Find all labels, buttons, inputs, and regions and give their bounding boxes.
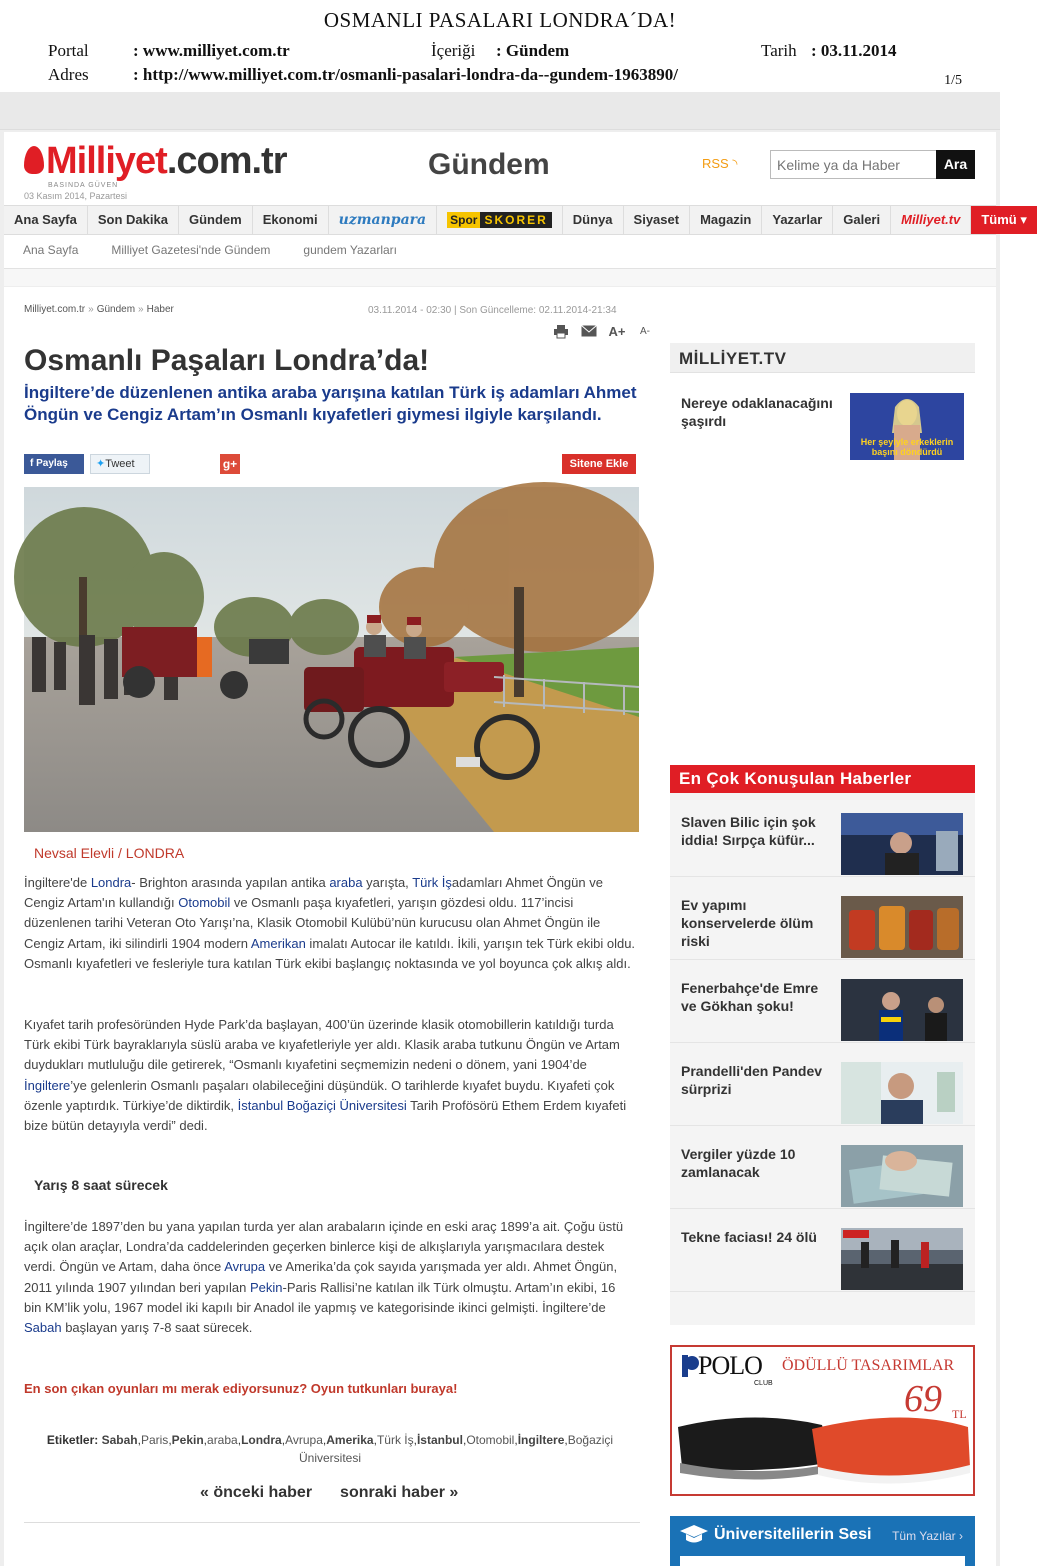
print-icon[interactable] bbox=[552, 325, 570, 339]
nav-magazin[interactable]: Magazin bbox=[690, 206, 762, 234]
inline-keyword-link[interactable]: Sabah bbox=[24, 1320, 62, 1336]
tag-separator: , bbox=[281, 1433, 286, 1447]
nav-tumu-dropdown[interactable] bbox=[971, 206, 1037, 234]
twitter-icon: ✦ bbox=[96, 458, 106, 470]
tv-item-thumbnail[interactable] bbox=[850, 393, 964, 460]
divider bbox=[24, 1522, 640, 1523]
clipping-title: OSMANLI PASALARI LONDRA´DA! bbox=[323, 8, 677, 32]
nav-dunya[interactable]: Dünya bbox=[563, 206, 624, 234]
header-divider-strip bbox=[4, 268, 996, 286]
clipping-row-portal bbox=[48, 41, 897, 61]
popular-news-title: En Çok Konuşulan Haberler bbox=[670, 765, 975, 793]
universiteliler-content bbox=[680, 1556, 965, 1568]
clipping-row-address bbox=[48, 65, 678, 85]
article-subheading: Yarış 8 saat sürecek bbox=[34, 1177, 168, 1193]
nav-uzmanpara[interactable]: uzmanpara bbox=[329, 206, 438, 234]
article-timestamp: 03.11.2014 - 02:30 | Son Güncelleme: 02.11.2014-21:34 bbox=[368, 305, 617, 316]
google-plus-button[interactable]: g+ bbox=[220, 454, 240, 474]
twitter-share-label: Tweet bbox=[105, 458, 135, 470]
tag-separator: , bbox=[137, 1433, 141, 1447]
article-photo bbox=[24, 487, 639, 832]
tag-link[interactable]: Otomobil bbox=[466, 1433, 515, 1447]
universiteliler-title: Üniversitelilerin Sesi bbox=[714, 1526, 872, 1543]
tv-item-caption: Her şeyiyle erkeklerin başını döndürdü bbox=[860, 437, 954, 457]
tag-separator: , bbox=[322, 1433, 327, 1447]
popular-item-title: Fenerbahçe'de Emre ve Gökhan şoku! bbox=[681, 980, 819, 1014]
tag-separator: , bbox=[514, 1433, 518, 1447]
popular-item-title: Prandelli'den Pandev sürprizi bbox=[681, 1063, 823, 1097]
clipping-header bbox=[0, 0, 1000, 92]
spor-label: Spor bbox=[447, 212, 480, 228]
tag-link[interactable]: Pekin bbox=[171, 1433, 204, 1447]
popular-item-title: Vergiler yüzde 10 zamlanacak bbox=[681, 1146, 796, 1180]
subnav-gazete-gundem[interactable]: Milliyet Gazetesi'nde Gündem bbox=[111, 243, 271, 257]
tag-link[interactable]: Türk İş bbox=[376, 1433, 414, 1447]
milliyet-tv-header bbox=[670, 343, 975, 373]
article-headline: Osmanlı Paşaları Londra’da! bbox=[24, 344, 430, 377]
paragraph-text: - Brighton arasında yapılan antika bbox=[131, 875, 330, 890]
popular-item[interactable] bbox=[670, 793, 975, 877]
tag-link[interactable]: İstanbul bbox=[416, 1433, 463, 1447]
popular-item[interactable] bbox=[670, 1042, 975, 1126]
rss-icon: ◝ bbox=[732, 156, 738, 171]
article-tags bbox=[24, 1431, 636, 1467]
games-promo-link[interactable]: En son çıkan oyunları mı merak ediyorsunuz? Oyun tutkunları buraya! bbox=[24, 1381, 458, 1396]
tag-link[interactable]: Paris bbox=[140, 1433, 169, 1447]
browser-top-strip bbox=[0, 92, 1000, 130]
logo-date: 03 Kasım 2014, Pazartesi bbox=[24, 191, 128, 201]
tumu-label: Tümü bbox=[981, 212, 1017, 227]
paragraph-text: -Paris Rallisi’ne katılan ilk Türk olmuştu. Artam’ın ekibi, 16 bin KM’lik yolu, 1967 model iki kapılı bir Anadol ile yapmış ve kategorisinde ikinci gelmişti. İngiltere’de bbox=[24, 1279, 616, 1315]
breadcrumb-separator: » bbox=[138, 304, 144, 315]
tag-link[interactable]: Londra bbox=[241, 1433, 282, 1447]
sub-nav bbox=[4, 236, 996, 264]
popular-item-title: Ev yapımı konservelerde ölüm riski bbox=[681, 897, 814, 949]
paragraph-text: ve Osmanlı paşa kıyafetleri, yarışın gözdesi oldu. 117’incisi düzenlenen tarihi Veteran Oto Yarışı’na, Klasik Otomobil Kulübü’nün kurucusu olan Ahmet Öngün ile Cengiz Artam, iki silindirli 1904 modern bbox=[24, 895, 601, 951]
breadcrumb-home[interactable]: Milliyet.com.tr bbox=[24, 304, 86, 315]
polo-advertisement[interactable] bbox=[670, 1345, 975, 1496]
date-value: : 03.11.2014 bbox=[811, 41, 897, 60]
ad-headline: ÖDÜLLÜ TASARIMLAR bbox=[782, 1357, 955, 1374]
tag-list bbox=[102, 1433, 613, 1465]
nav-siyaset[interactable]: Siyaset bbox=[624, 206, 691, 234]
next-article-link[interactable]: sonraki haber » bbox=[340, 1484, 459, 1501]
article-spot: İngiltere’de düzenlenen antika araba yarışına katılan Türk iş adamları Ahmet Öngün ve Cengiz Artam’ın Osmanlı kıyafetleri giymesi ilgiyle karşılandı. bbox=[24, 383, 637, 424]
paragraph-text: İngiltere’de 1897’den bu yana yapılan turda yer alan arabaların içinde en eski araç 1899’a ait. Çoğu üstü açık olan araçlar, Londra’da caddelerinden geçerken binlerce kişi de alkışlarıyla yarışmacılara destek verdi. Öngün ve Artam, daha önce bbox=[24, 1219, 624, 1275]
ad-currency: TL bbox=[952, 1407, 967, 1421]
popular-item-thumbnail bbox=[841, 896, 963, 958]
popular-item-thumbnail bbox=[841, 1062, 963, 1124]
tag-separator: , bbox=[203, 1433, 208, 1447]
tag-separator: , bbox=[413, 1433, 417, 1447]
nav-yazarlar[interactable]: Yazarlar bbox=[762, 206, 833, 234]
popular-news-box bbox=[670, 765, 975, 1325]
subnav-gundem-yazarlari[interactable]: gundem Yazarları bbox=[303, 243, 398, 257]
search-button[interactable]: Ara bbox=[936, 150, 975, 179]
tag-separator: , bbox=[168, 1433, 172, 1447]
logo-suffix: .com.tr bbox=[166, 140, 287, 182]
tag-separator: , bbox=[462, 1433, 467, 1447]
inline-keyword-link[interactable]: İngiltere bbox=[24, 1077, 71, 1093]
paragraph-text: ’ye gelenlerin Osmanlı paşaları olabileceğini düşündük. O tarihlerde kıyafet buydu. Kıyafeti çok özenle yaptırdık. Türkiye’de diktirdik, bbox=[24, 1077, 615, 1113]
inline-keyword-link[interactable]: Amerikan bbox=[250, 935, 306, 951]
inline-keyword-link[interactable]: Londra bbox=[90, 875, 132, 890]
portal-label: Portal bbox=[48, 41, 89, 60]
paragraph-text: yarışta, bbox=[362, 875, 413, 890]
article-author: Nevsal Elevli / LONDRA bbox=[34, 845, 185, 861]
tag-separator: , bbox=[564, 1433, 568, 1447]
skorer-label: SKORER bbox=[480, 212, 551, 228]
twitter-share-button[interactable] bbox=[90, 454, 150, 474]
page-number: 1/5 bbox=[944, 73, 962, 88]
tum-yazilar-link[interactable]: Tüm Yazılar › bbox=[892, 1529, 963, 1543]
paragraph-text: Kıyafet tarih profesöründen Hyde Park’da başlayan, 400’ün üzerinde klasik otomobillerin katıldığı turda Türk ekibi Türk bayraklarıyla süslü araba ve kıyafetleriyle yer aldı. Klasik araba tutkunu Öngün ve Artam duydukları mutluluğu dile getirerek, “Osmanlı kıyafetini seçmemizin nedeni o dönem, yani 1904’de bbox=[24, 1017, 620, 1073]
inline-keyword-link[interactable]: Pekin bbox=[249, 1279, 283, 1295]
article-paragraph-3 bbox=[24, 1217, 636, 1338]
universiteliler-box bbox=[670, 1516, 975, 1566]
facebook-share-button[interactable] bbox=[24, 454, 84, 474]
date-label: Tarih bbox=[761, 41, 797, 60]
article-paragraph-1 bbox=[24, 873, 636, 974]
add-to-site-button[interactable]: Sitene Ekle bbox=[562, 454, 636, 474]
popular-item[interactable] bbox=[670, 876, 975, 960]
paragraph-text: başlayan yarış 7-8 saat sürecek. bbox=[61, 1320, 253, 1336]
tag-separator: , bbox=[237, 1433, 242, 1447]
breadcrumb-section[interactable]: Gündem bbox=[96, 304, 136, 315]
tag-link[interactable]: Boğaziçi Üniversitesi bbox=[298, 1433, 614, 1465]
nav-spor-skorer[interactable] bbox=[437, 206, 563, 234]
tag-link[interactable]: araba bbox=[207, 1433, 238, 1447]
inline-keyword-link[interactable]: araba bbox=[329, 875, 363, 890]
nav-son-dakika[interactable]: Son Dakika bbox=[88, 206, 179, 234]
logo-text bbox=[46, 140, 287, 183]
nav-galeri[interactable]: Galeri bbox=[833, 206, 891, 234]
article-pager bbox=[200, 1484, 486, 1502]
popular-item-thumbnail bbox=[841, 1228, 963, 1290]
inline-keyword-link[interactable]: Otomobil bbox=[178, 895, 231, 911]
tag-separator: , bbox=[373, 1433, 377, 1447]
site-header bbox=[4, 132, 1027, 268]
ad-brand: POLO bbox=[698, 1351, 762, 1380]
address-value: : http://www.milliyet.com.tr/osmanli-pasalari-londra-da--gundem-1963890/ bbox=[133, 65, 678, 84]
graduation-cap-icon bbox=[680, 1524, 708, 1544]
tag-link[interactable]: Avrupa bbox=[285, 1433, 323, 1447]
search-input[interactable] bbox=[770, 150, 940, 179]
nav-ana-sayfa[interactable]: Ana Sayfa bbox=[4, 206, 88, 234]
popular-item-title: Slaven Bilic için şok iddia! Sırpça küfür... bbox=[681, 814, 816, 848]
tag-link[interactable]: İngiltere bbox=[517, 1433, 565, 1447]
popular-item-thumbnail bbox=[841, 813, 963, 875]
facebook-share-label: Paylaş bbox=[36, 458, 68, 469]
popular-item-thumbnail bbox=[841, 1145, 963, 1207]
breadcrumb-separator: » bbox=[88, 304, 94, 315]
facebook-icon: f bbox=[30, 458, 37, 469]
address-label: Adres bbox=[48, 65, 89, 84]
flame-icon bbox=[24, 146, 44, 174]
popular-item[interactable] bbox=[670, 1125, 975, 1209]
paragraph-text: İngiltere'de bbox=[24, 875, 91, 890]
popular-item[interactable] bbox=[670, 1208, 975, 1292]
popular-item-thumbnail bbox=[841, 979, 963, 1041]
font-increase-icon[interactable]: A+ bbox=[608, 324, 626, 339]
mail-icon[interactable] bbox=[580, 325, 598, 339]
previous-article-link[interactable]: « önceki haber bbox=[200, 1484, 313, 1501]
font-decrease-icon[interactable]: A- bbox=[640, 326, 650, 337]
milliyet-tv-title: MİLLİYET.TV bbox=[679, 349, 787, 368]
tags-label: Etiketler: bbox=[46, 1433, 99, 1447]
main-nav bbox=[4, 205, 1027, 235]
article-paragraph-2 bbox=[24, 1015, 636, 1136]
article-page bbox=[4, 287, 996, 1566]
nav-gundem[interactable]: Gündem bbox=[179, 206, 253, 234]
article-tools bbox=[552, 325, 654, 339]
popular-item-title: Tekne faciası! 24 ölü bbox=[681, 1229, 817, 1245]
breadcrumb-current: Haber bbox=[146, 304, 174, 315]
ad-brand-sub: CLUB bbox=[754, 1380, 773, 1387]
paragraph-text: Tarih Profösörü Ethem Erdem kıyafeti bize bütün detayıyla verdi” dedi. bbox=[24, 1097, 627, 1134]
nav-milliyet-tv[interactable]: Milliyet.tv bbox=[891, 206, 971, 234]
inline-keyword-link[interactable]: İstanbul Boğaziçi Üniversitesi bbox=[237, 1097, 407, 1113]
tag-link[interactable]: Amerika bbox=[326, 1433, 374, 1447]
inline-keyword-link[interactable]: Avrupa bbox=[224, 1259, 266, 1275]
share-bar bbox=[24, 454, 636, 474]
rss-link[interactable] bbox=[702, 156, 737, 172]
subnav-ana-sayfa[interactable]: Ana Sayfa bbox=[23, 243, 79, 257]
logo-main: Milliyet bbox=[46, 140, 167, 182]
inline-keyword-link[interactable]: Türk İş bbox=[412, 875, 452, 890]
paragraph-text: imalatı Autocar ile katıldı. İkili, yarışın tek Türk ekibi oldu. Osmanlı kıyafetleri ve fesleriyle tura katılan Türk ekibi başlangıç noktasında ve yol boyunca çok alkış aldı. bbox=[24, 935, 636, 971]
paragraph-text: adamları Ahmet Öngün ve Cengiz Artam'ın kullandığı bbox=[24, 875, 603, 911]
tag-link[interactable]: Sabah bbox=[101, 1433, 138, 1447]
content-value: : Gündem bbox=[496, 41, 570, 60]
section-title: Gündem bbox=[428, 148, 550, 181]
paragraph-text: ve Amerika’da çok sayıda yarışmada yer aldı. Ahmet Öngün, 2011 yılında 1907 yılından beri yapılan bbox=[24, 1259, 618, 1295]
portal-value: : www.milliyet.com.tr bbox=[133, 41, 290, 60]
nav-ekonomi[interactable]: Ekonomi bbox=[253, 206, 329, 234]
popular-item[interactable] bbox=[670, 959, 975, 1043]
rss-label: RSS bbox=[702, 156, 729, 171]
logo-tagline: BASINDA GÜVEN bbox=[48, 182, 119, 189]
breadcrumb bbox=[24, 304, 174, 315]
chevron-down-icon: ▾ bbox=[1020, 212, 1027, 227]
tv-item-title[interactable]: Nereye odaklanacağını şaşırdı bbox=[681, 395, 833, 429]
ad-price: 69 bbox=[904, 1378, 942, 1420]
content-label: İçeriği bbox=[431, 41, 476, 60]
